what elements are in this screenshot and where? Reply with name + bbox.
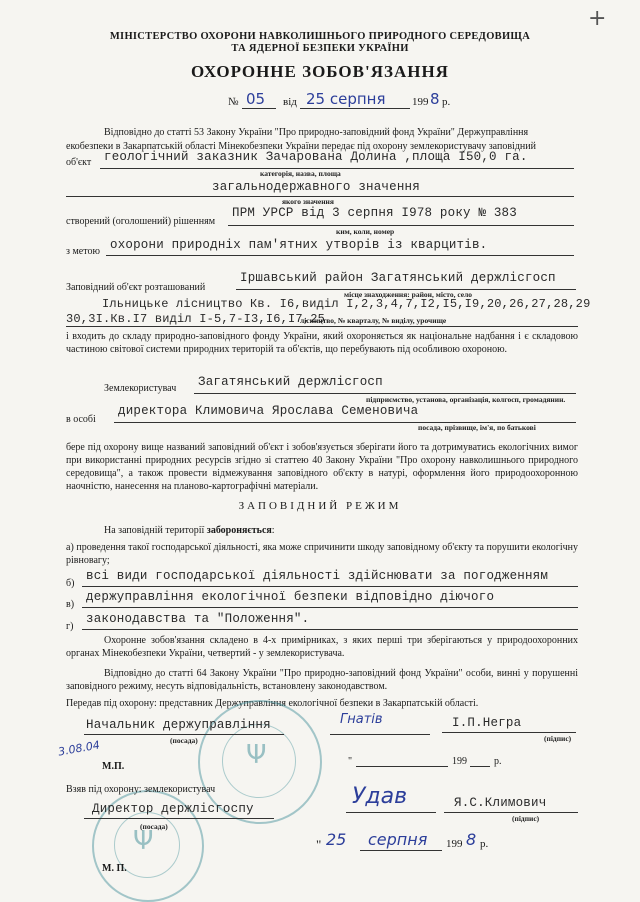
- ministry-line-1: МІНІСТЕРСТВО ОХОРОНИ НАВКОЛИШНЬОГО ПРИРОДНОГО СЕРЕДОВИЩА: [109, 31, 531, 42]
- item-v-value: держуправління екологічної безпеки відповідно діючого: [86, 590, 495, 604]
- location-value: Іршавський район Загатянський держлісгосп: [240, 271, 556, 285]
- taker-signature-caption: (підпис): [512, 814, 540, 823]
- year-digit: 8: [430, 90, 440, 108]
- forestry-value: Ільницьке лісництво Кв. I6,виділ I,2,3,4,7,I2,I5,I9,20,26,27,28,29: [102, 297, 591, 311]
- person-label: в особі: [66, 414, 96, 425]
- item-b-label: б): [66, 578, 75, 589]
- giver-name: І.П.Негра: [452, 716, 522, 730]
- document-title: ОХОРОННЕ ЗОБОВ'ЯЗАННЯ: [191, 62, 449, 81]
- giver-date-year: 199: [452, 756, 467, 767]
- user-value: Загатянський держлісгосп: [198, 375, 383, 389]
- object-caption: категорія, назва, площа: [260, 169, 341, 178]
- trident-icon: Ψ: [133, 826, 154, 856]
- handed-label: Передав під охорону: представник Держуправління екологічної безпеки в Закарпатській області.: [66, 698, 479, 709]
- mp-label-2: М. П.: [102, 863, 127, 874]
- margin-note: 3.08.04: [57, 738, 101, 759]
- item-b-value: всі види господарської діяльності здійснювати за погодженням: [86, 569, 549, 583]
- significance-caption: якого значення: [282, 197, 334, 206]
- accepted-label: Взяв під охорону: землекористувач: [66, 784, 216, 795]
- paragraph-liability: Відповідно до статті 64 Закону України "Про природно-заповідний фонд України" особи, винні у порушенні заповідного режиму, несуть відповідальність, встановлену законодавством.: [66, 668, 578, 692]
- date-value: 25 серпня: [306, 90, 386, 108]
- corner-mark: +: [588, 6, 607, 31]
- year-prefix: 199: [412, 96, 429, 108]
- taker-date-day: 25: [326, 830, 347, 849]
- taker-position: Директор держлісгоспу: [92, 802, 254, 816]
- intro-line-2: екобезпеки в Закарпатській області Мінекобезпеки України передає під охорону землекористувачу заповідний: [66, 141, 536, 152]
- giver-date-quote: ": [348, 756, 353, 767]
- mp-label-1: М.П.: [102, 761, 125, 772]
- created-value: ПРМ УРСР від 3 серпня I978 року № 383: [232, 206, 517, 220]
- ministry-line-2: ТА ЯДЕРНОЇ БЕЗПЕКИ УКРАЇНИ: [231, 43, 409, 54]
- item-g-value: законодавства та "Положення".: [86, 612, 310, 626]
- number-label: №: [228, 96, 239, 108]
- taker-date-r: р.: [480, 838, 489, 850]
- giver-position: Начальник держуправління: [86, 718, 271, 732]
- regime-heading: ЗАПОВІДНИЙ РЕЖИМ: [238, 500, 402, 512]
- created-caption: ким, коли, номер: [336, 227, 395, 236]
- paragraph-copies: Охоронне зобов'язання складено в 4-х примірниках, з яких перші три зберігаються у природоохоронних органах Мінекобезпеки України, четвертий - у землекористувача.: [66, 635, 578, 659]
- forestry-value-2: 30,3I.Кв.I7 виділ I-5,7-I3,I6,I7,25: [66, 312, 326, 326]
- giver-signature-caption: (підпис): [544, 734, 572, 743]
- from-label: від: [283, 96, 297, 108]
- giver-signature: Гнатів: [340, 712, 383, 727]
- item-g-label: г): [66, 621, 74, 632]
- taker-position-caption: (посада): [140, 822, 168, 831]
- item-v-label: в): [66, 599, 75, 610]
- paragraph-national-heritage: і входить до складу природно-заповідного фонду України, який охороняється як національне надбання і є складовою частиною світової системи природних територій та об'єктів, що перебувають під особливою охороною.: [66, 331, 578, 355]
- object-value: геологічний заказник Зачарована Долина ,площа I50,0 га.: [104, 150, 528, 164]
- taker-name: Я.С.Климович: [454, 796, 547, 810]
- location-label: Заповідний об'єкт розташований: [66, 282, 206, 293]
- object-label: об'єкт: [66, 157, 92, 168]
- user-caption: підприємство, установа, організація, колгосп, громадянин.: [366, 395, 566, 404]
- purpose-value: охорони природніх пам'ятних утворів із кварцитів.: [110, 238, 488, 252]
- person-caption: посада, прізвище, ім'я, по батькові: [418, 423, 536, 432]
- item-a: а) проведення такої господарської діяльності, яка може спричинити шкоду заповідному об'єкту та порушити екологічну рівновагу;: [66, 542, 578, 566]
- giver-date-r: р.: [494, 756, 502, 767]
- location-caption: місце знаходження: район, місто, село: [344, 290, 473, 299]
- year-suffix: р.: [442, 96, 451, 108]
- intro-line-1: Відповідно до статті 53 Закону України "Про природно-заповідний фонд України" Держуправління: [104, 127, 529, 138]
- forestry-caption: лісництво, № кварталу, № виділу, урочище: [300, 316, 447, 325]
- user-label: Землекористувач: [104, 383, 177, 394]
- paragraph-obligation: бере під охорону вище названий заповідний об'єкт і зобов'язується зберігати його та дотримуватись екологічних вимог при використанні природних ресурсів згідно зі статтею 40 Закону України "Про охорону навколишнього природного середовища", а також провести відмежування заповідного об'єкту в натурі, оформлення його природоохоронною наочністю, нанесення на планово-картографічні матеріали.: [66, 442, 578, 492]
- number-value: 05: [246, 90, 266, 108]
- purpose-label: з метою: [66, 246, 100, 257]
- significance-value: загальнодержавного значення: [212, 180, 420, 194]
- taker-date-month: серпня: [368, 830, 428, 849]
- taker-year-digit: 8: [466, 830, 477, 849]
- taker-signature: Удав: [352, 784, 408, 809]
- giver-position-caption: (посада): [170, 736, 198, 745]
- created-label: створений (оголошений) рішенням: [66, 216, 216, 227]
- taker-year-prefix: 199: [446, 838, 463, 850]
- person-value: директора Климовича Ярослава Семеновича: [118, 404, 419, 418]
- trident-icon: Ψ: [246, 740, 267, 770]
- forbidden-line: На заповідній території забороняється:: [104, 525, 275, 536]
- taker-date-quote: ": [316, 837, 322, 852]
